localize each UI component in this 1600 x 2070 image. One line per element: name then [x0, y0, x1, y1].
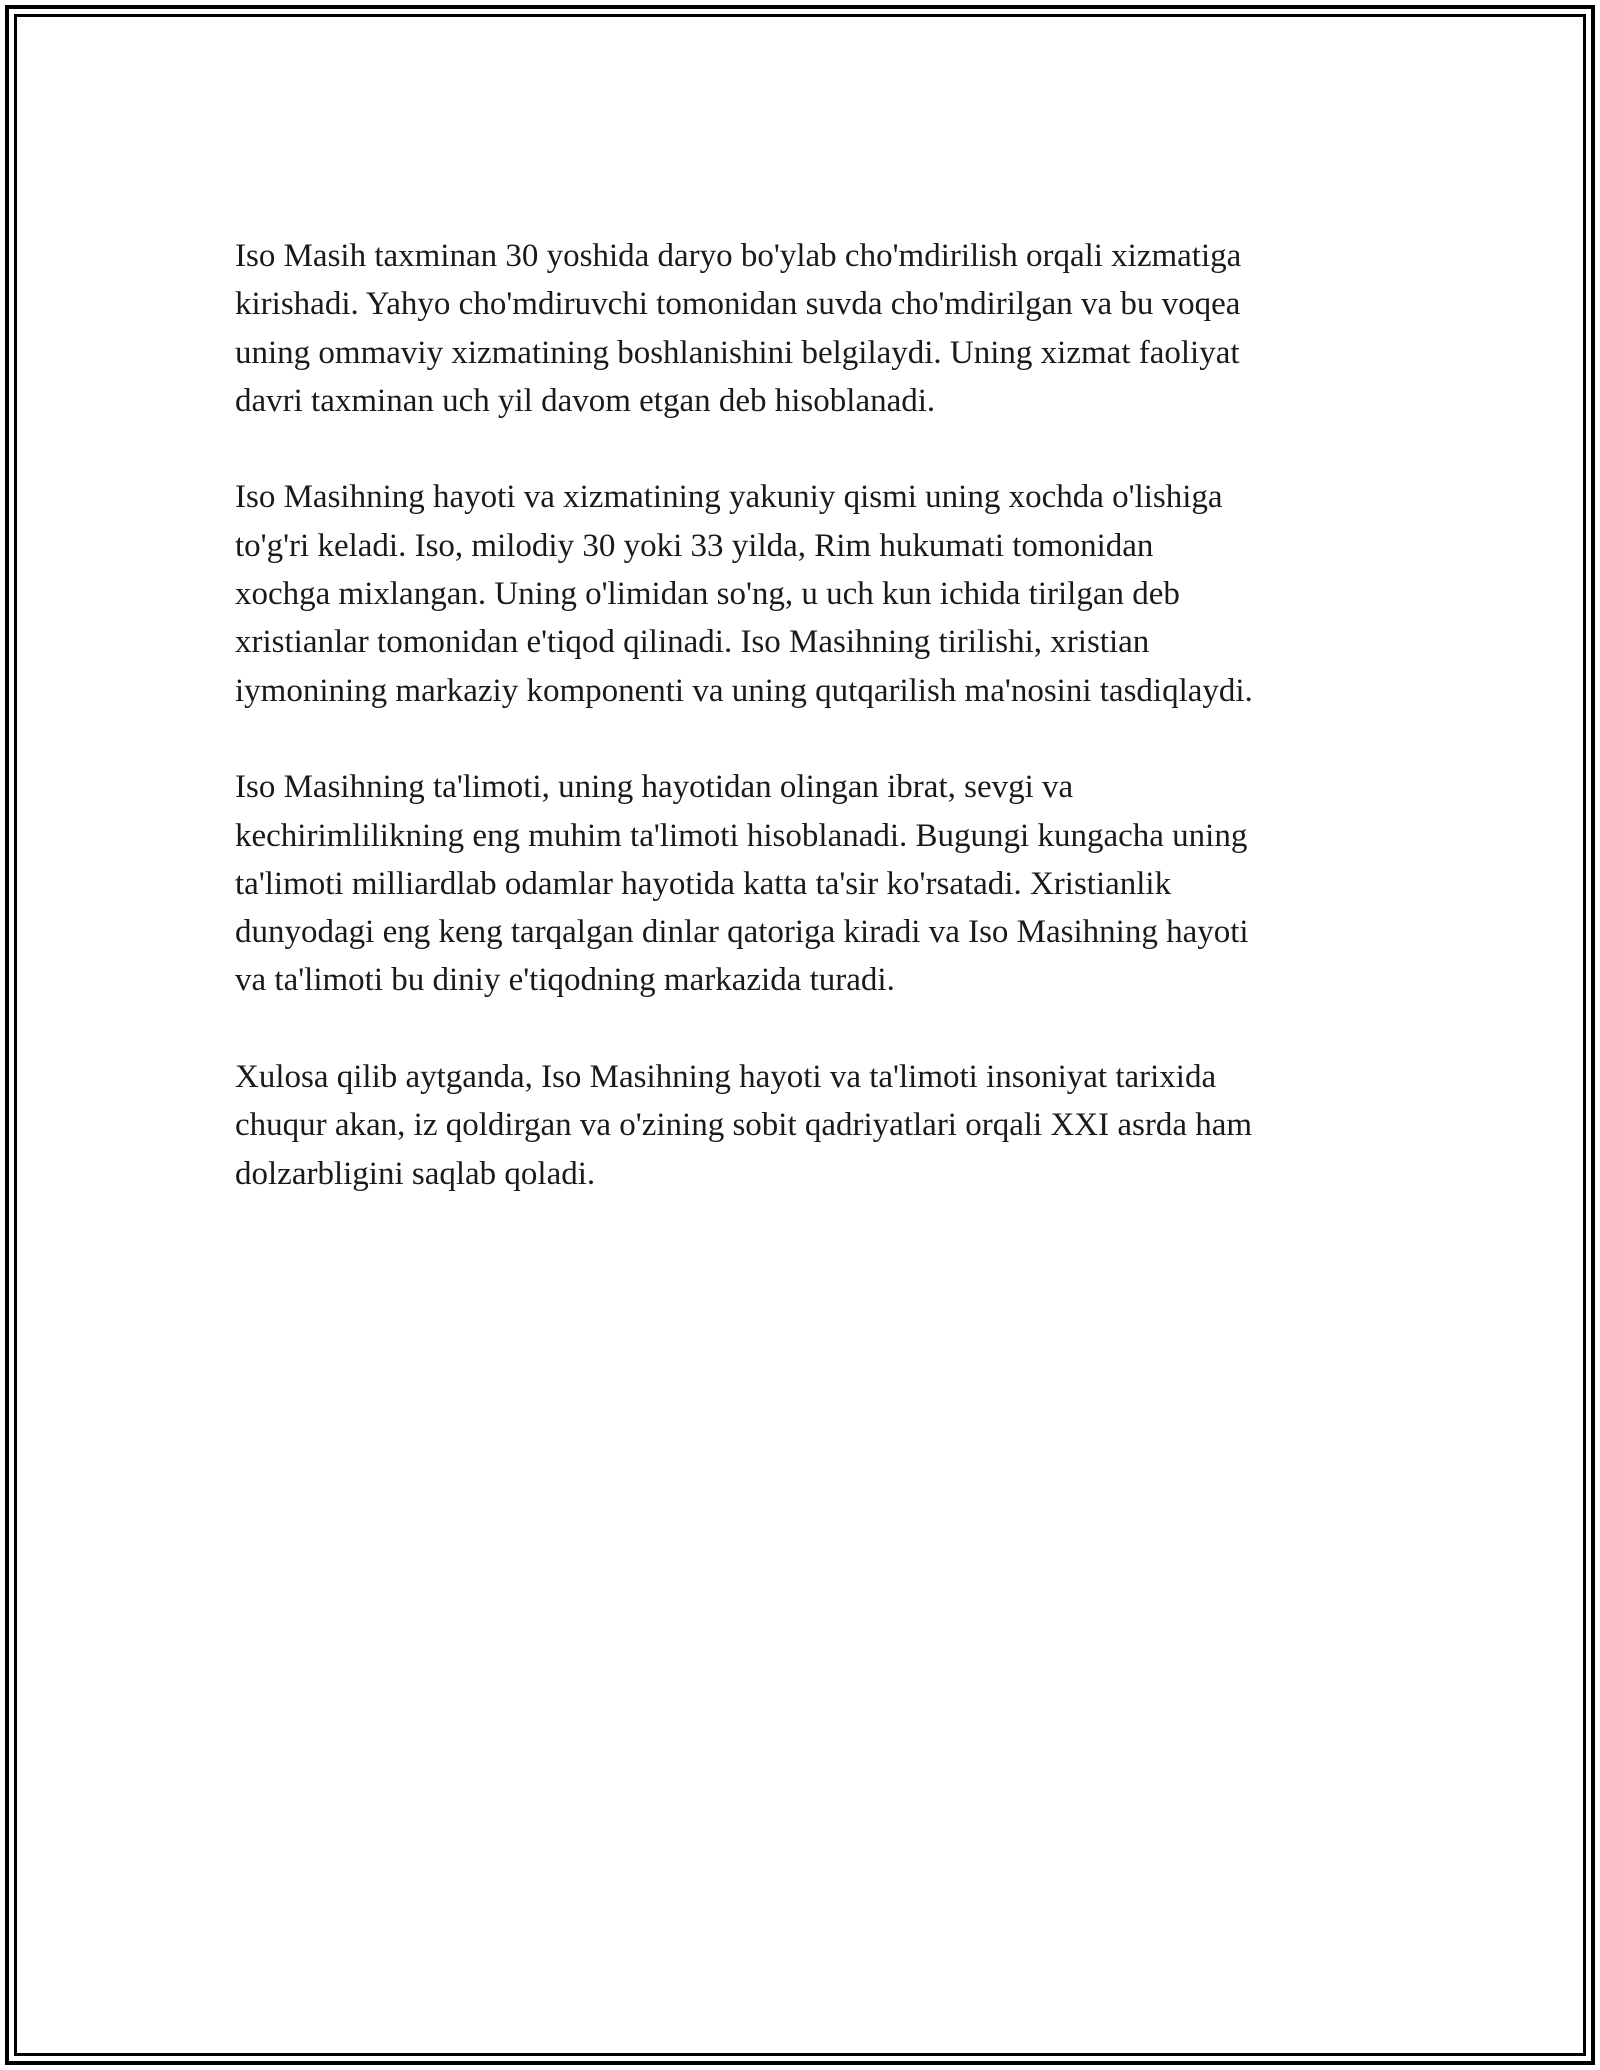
text-line: dunyodagi eng keng tarqalgan dinlar qatoriga kiradi va Iso Masihning hayoti	[235, 914, 1249, 951]
text-line: Iso Masihning ta'limoti, uning hayotidan olingan ibrat, sevgi va	[235, 769, 1074, 806]
text-line: to'g'ri keladi. Iso, milodiy 30 yoki 33 yilda, Rim hukumati tomonidan	[235, 527, 1154, 564]
text-line: kechirimlilikning eng muhim ta'limoti hisoblanadi. Bugungi kungacha uning	[235, 817, 1248, 854]
document-body	[235, 232, 1395, 1246]
paragraph-4	[235, 1053, 1395, 1198]
text-line: va ta'limoti bu diniy e'tiqodning markazida turadi.	[235, 962, 895, 999]
text-line: xristianlar tomonidan e'tiqod qilinadi. Iso Masihning tirilishi, xristian	[235, 624, 1150, 661]
paragraph-1	[235, 232, 1395, 425]
text-line: davri taxminan uch yil davom etgan deb hisoblanadi.	[235, 382, 936, 419]
text-line: Iso Masihning hayoti va xizmatining yakuniy qismi uning xochda o'lishiga	[235, 479, 1223, 516]
text-line: kirishadi. Yahyo cho'mdiruvchi tomonidan suvda cho'mdirilgan va bu voqea	[235, 286, 1241, 323]
text-line: dolzarbligini saqlab qoladi.	[235, 1155, 596, 1192]
text-line: ta'limoti milliardlab odamlar hayotida katta ta'sir ko'rsatadi. Xristianlik	[235, 865, 1172, 902]
text-line: chuqur akan, iz qoldirgan va o'zining sobit qadriyatlari orqali XXI asrda ham	[235, 1107, 1253, 1144]
paragraph-3	[235, 763, 1395, 1004]
text-line: iymonining markaziy komponenti va uning qutqarilish ma'nosini tasdiqlaydi.	[235, 672, 1253, 709]
text-line: Xulosa qilib aytganda, Iso Masihning hayoti va ta'limoti insoniyat tarixida	[235, 1059, 1217, 1096]
text-line: Iso Masih taxminan 30 yoshida daryo bo'ylab cho'mdirilish orqali xizmatiga	[235, 238, 1242, 274]
text-line: xochga mixlangan. Uning o'limidan so'ng, u uch kun ichida tirilgan deb	[235, 576, 1180, 613]
paragraph-2	[235, 473, 1395, 714]
text-line: uning ommaviy xizmatining boshlanishini belgilaydi. Uning xizmat faoliyat	[235, 334, 1240, 371]
